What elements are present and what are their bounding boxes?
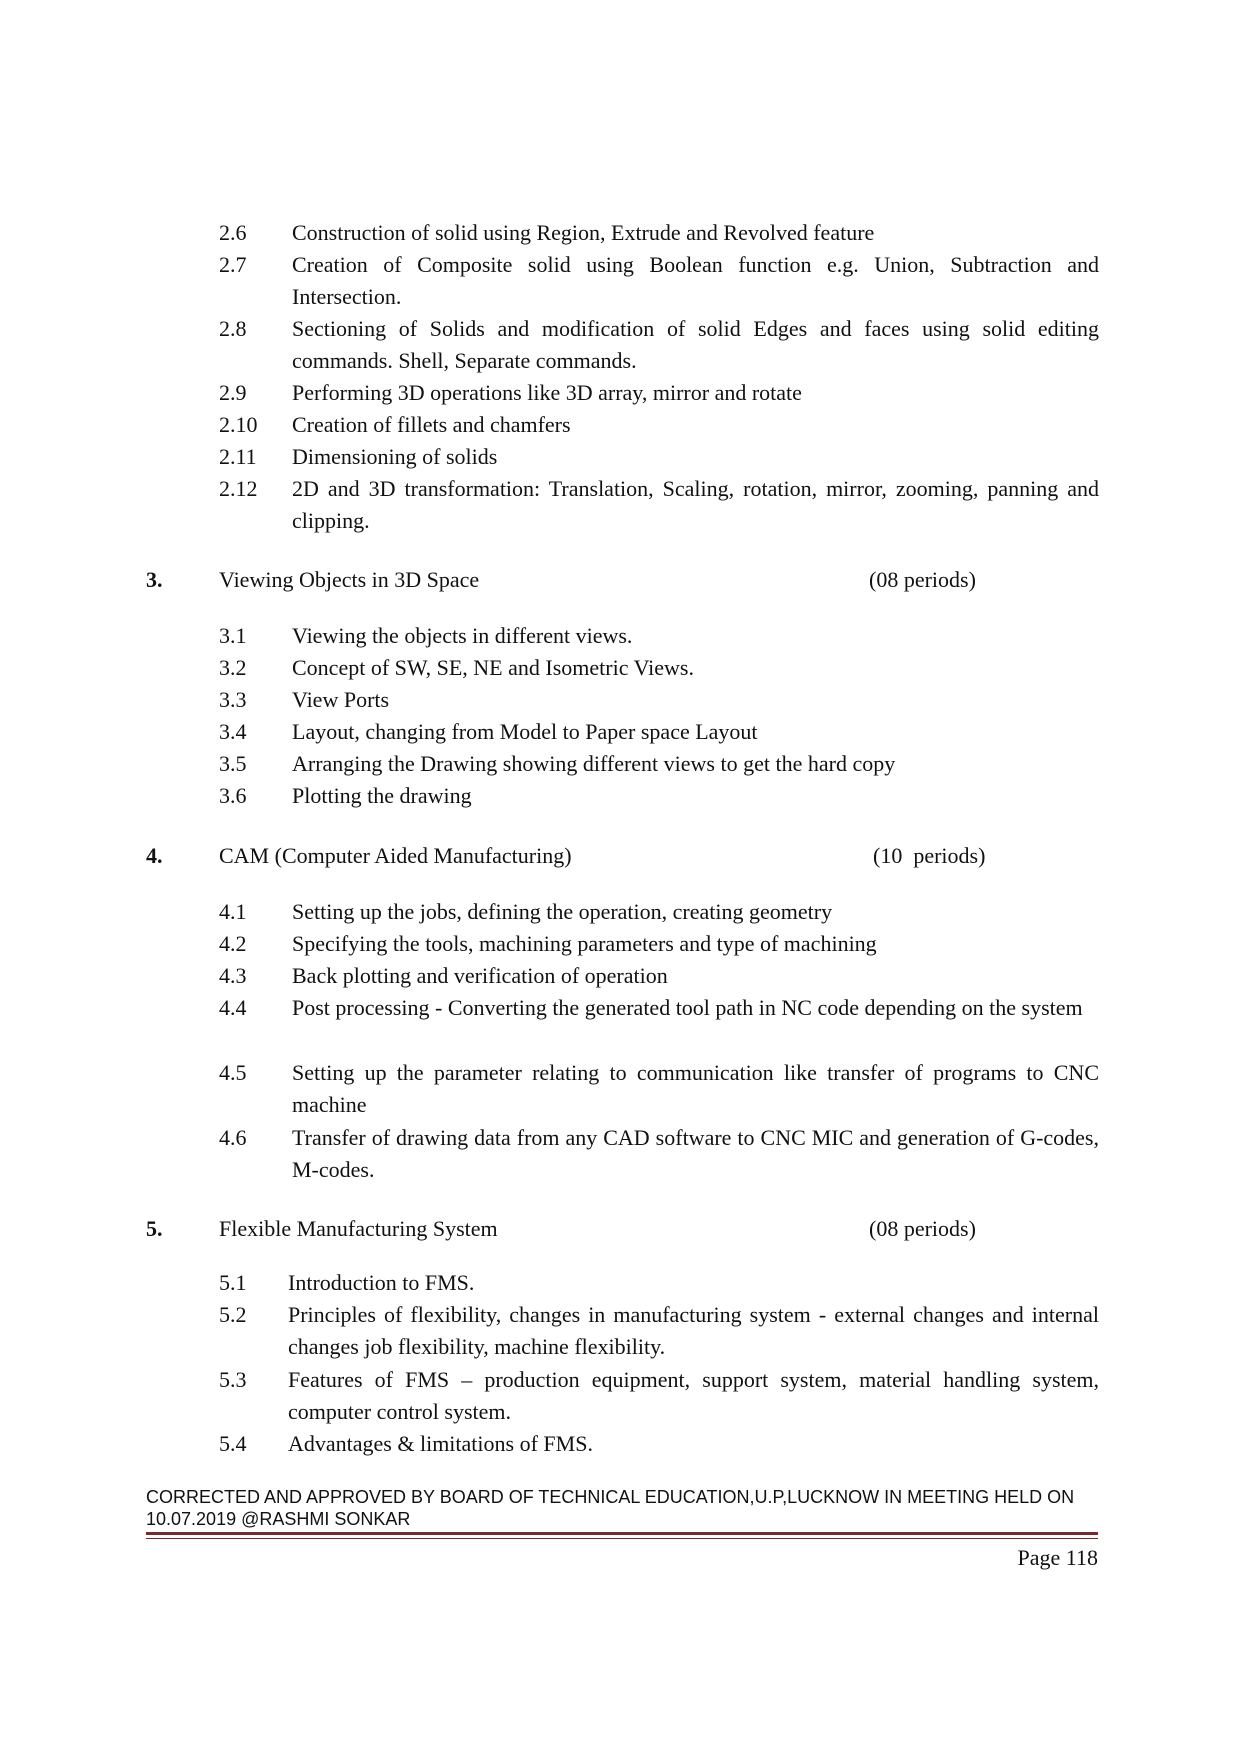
section-number: 4. [146,843,163,868]
item-number: 5.1 [219,1270,247,1295]
item-text: Features of FMS – production equipment, support system, material handling system, computer control system. [288,1367,1099,1424]
item-number: 2.8 [219,316,247,341]
item-number: 3.4 [219,719,247,744]
item-number: 3.6 [219,783,247,808]
item-number: 3.5 [219,751,247,776]
item-text: Creation of fillets and chamfers [292,412,571,437]
item-number: 5.4 [219,1431,247,1456]
item-number: 2.7 [219,252,247,277]
footer-line-1: CORRECTED AND APPROVED BY BOARD OF TECHNICAL EDUCATION,U.P,LUCKNOW IN MEETING HELD ON [146,1487,1075,1507]
item-number: 3.2 [219,655,247,680]
item-text: Back plotting and verification of operation [292,963,668,988]
item-number: 3.1 [219,623,247,648]
item-number: 4.3 [219,963,247,988]
item-text: Creation of Composite solid using Boolean function e.g. Union, Subtraction and Intersection. [292,252,1099,309]
item-text: Viewing the objects in different views. [292,623,633,648]
item-text: Advantages & limitations of FMS. [288,1431,593,1456]
section-title: Viewing Objects in 3D Space [219,567,480,592]
section-title: Flexible Manufacturing System [219,1216,498,1241]
item-text: Plotting the drawing [292,783,472,808]
item-text: Setting up the parameter relating to communication like transfer of programs to CNC machine [292,1060,1099,1117]
item-number: 4.2 [219,931,247,956]
item-text: Dimensioning of solids [292,444,498,469]
item-text: Sectioning of Solids and modification of solid Edges and faces using solid editing commands. Shell, Separate commands. [292,316,1099,373]
item-number: 2.12 [219,476,258,501]
item-number: 4.6 [219,1125,247,1150]
item-text: Introduction to FMS. [288,1270,475,1295]
item-number: 2.6 [219,220,247,245]
item-number: 2.10 [219,412,258,437]
item-text: Arranging the Drawing showing different views to get the hard copy [292,751,896,776]
item-number: 4.4 [219,995,247,1020]
item-text: Performing 3D operations like 3D array, mirror and rotate [292,380,802,405]
footer-line-2: 10.07.2019 @RASHMI SONKAR [146,1509,411,1529]
item-text: Transfer of drawing data from any CAD software to CNC MIC and generation of G-codes, M-codes. [292,1125,1099,1182]
item-number: 2.11 [219,444,257,469]
section-title: CAM (Computer Aided Manufacturing) [219,843,572,868]
section-number: 5. [146,1216,163,1241]
item-text: View Ports [292,687,390,712]
section-periods: (10 periods) [873,843,986,868]
item-text: Principles of flexibility, changes in manufacturing system - external changes and internal changes job flexibility, machine flexibility. [288,1302,1099,1359]
item-number: 4.5 [219,1060,247,1085]
section-heading [146,840,1046,872]
item-text: Post processing - Converting the generated tool path in NC code depending on the system [292,995,1083,1020]
item-text: Layout, changing from Model to Paper space Layout [292,719,758,744]
item-text: Specifying the tools, machining parameters and type of machining [292,931,877,956]
item-number: 5.3 [219,1367,247,1392]
item-number: 5.2 [219,1302,247,1327]
item-text: 2D and 3D transformation: Translation, Scaling, rotation, mirror, zooming, panning and clipping. [292,476,1099,533]
section-periods: (08 periods) [869,1216,976,1241]
footer-divider [146,1532,1098,1535]
item-number: 3.3 [219,687,247,712]
section-heading [146,564,1046,596]
section-heading [146,1213,1046,1245]
item-text: Concept of SW, SE, NE and Isometric Views. [292,655,694,680]
footer-note [146,1486,1096,1530]
item-text: Setting up the jobs, defining the operation, creating geometry [292,899,833,924]
item-number: 4.1 [219,899,247,924]
item-text: Construction of solid using Region, Extrude and Revolved feature [292,220,875,245]
item-number: 2.9 [219,380,247,405]
section-number: 3. [146,567,163,592]
section-periods: (08 periods) [869,567,976,592]
page-number: Page 118 [1017,1545,1098,1570]
footer-divider-thin [146,1538,1098,1539]
